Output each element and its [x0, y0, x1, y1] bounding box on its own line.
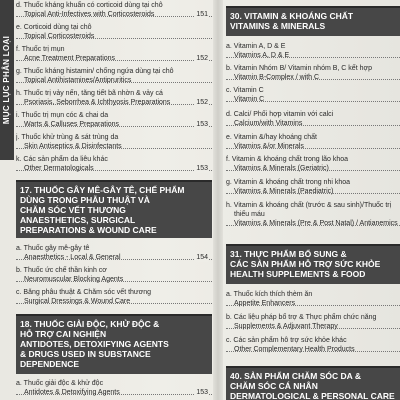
section-heading-31: 31. THỰC PHẨM BỔ SUNG & CÁC SẢN PHẨM HỖ TRỢ SỨC KHỎE HEALTH SUPPLEMENTS & FOOD [226, 244, 400, 284]
list-item: d. Calci/ Phối hợp vitamin với calci Calcium/with Vitamins [226, 110, 400, 128]
section-heading-30: 30. VITAMIN & KHOÁNG CHẤT VITAMINS & MINERALS [226, 6, 400, 36]
list-item: j. Thuốc khử trùng & sát trùng da Skin Antiseptics & Disinfectants [16, 133, 212, 151]
list-item: e. Corticoid dùng tại chỗ Topical Corticosteroids [16, 23, 212, 41]
left-column [16, 0, 212, 400]
section-heading-18: 18. THUỐC GIẢI ĐỘC, KHỬ ĐỘC & HỖ TRỢ CAI NGHIỆN ANTIDOTES, DETOXIFYING AGENTS & DRUGS USED IN SUBSTANCE DEPENDENCE [16, 314, 212, 374]
list-item: a. Vitamin A, D & E Vitamins A, D & E [226, 42, 400, 60]
right-column [226, 0, 400, 400]
list-item: i. Thuốc trị mụn cóc & chai da Warts & Calluses Preparations 153 [16, 111, 212, 129]
page-number: 153 [196, 389, 208, 396]
page-number: 152 [196, 99, 208, 106]
page-number: 151 [196, 11, 208, 18]
page-number: 153 [196, 165, 208, 172]
list-item: c. Băng phẫu thuật & Chăm sóc vết thương Surgical Dressings & Wound Care [16, 288, 212, 306]
list-item: b. Thuốc ức chế thần kinh cơ Neuromuscular Blocking Agents [16, 266, 212, 284]
side-index-tab [0, 0, 14, 160]
list-item: a. Thuốc kích thích thèm ăn Appetite Enhancers [226, 290, 400, 308]
page-number: 153 [196, 121, 208, 128]
list-item: f. Vitamin & khoáng chất trong lão khoa Vitamins & Minerals (Geriatric) [226, 155, 400, 173]
section-heading-17: 17. THUỐC GÂY MÊ-GÂY TÊ, CHẾ PHẨM DÙNG TRONG PHẪU THUẬT VÀ CHĂM SÓC VẾT THƯƠNG ANAESTHETICS, SURGICAL PREPARATIONS & WOUND CARE [16, 180, 212, 238]
list-item: h. Thuốc trị vảy nến, tăng tiết bã nhờn & vảy cá Psoriasis, Seborrhea & Ichthyosis Preparations 152 [16, 89, 212, 107]
list-item: f. Thuốc trị mụn Acne Treatment Preparations 152 [16, 45, 212, 63]
list-item: k. Các sản phẩm da liễu khác Other Dermatologicals 153 [16, 155, 212, 173]
list-item: a. Thuốc giải độc & khử độc Antidotes & Detoxifying Agents 153 [16, 379, 212, 397]
list-item: c. Các sản phẩm hỗ trợ sức khỏe khác Other Complementary Health Products [226, 336, 400, 354]
page-number: 154 [196, 254, 208, 261]
list-item: g. Vitamin & khoáng chất trong nhi khoa Vitamins & Minerals (Paediatric) [226, 178, 400, 196]
section-heading-40: 40. SẢN PHẨM CHĂM SÓC DA & CHĂM SÓC CÁ NHÂN DERMATOLOGICAL & PERSONAL CARE [226, 366, 400, 400]
list-item: b. Các liệu pháp bổ trợ & Thực phẩm chức năng Supplements & Adjuvant Therapy [226, 313, 400, 331]
list-item: b. Vitamin Nhóm B/ Vitamin nhóm B, C kết hợp Vitamin B-Complex / with C [226, 64, 400, 82]
list-item: g. Thuốc kháng histamin/ chống ngứa dùng tại chỗ Topical Antihistamines/Antipruritics [16, 67, 212, 85]
list-item: h. Vitamin & khoáng chất (trước & sau sinh)/Thuốc trị thiếu máu Vitamins & Minerals (Pre & Post Natal) / Antianemics [226, 201, 400, 228]
list-item: e. Vitamin &/hay khoáng chất Vitamins &/or Minerals [226, 133, 400, 151]
list-item: c. Vitamin C Vitamin C [226, 86, 400, 104]
list-item: d. Thuốc kháng khuẩn có corticoid dùng tại chỗ Topical Anti-Infectives with Corticosteroids 151 [16, 1, 212, 19]
page-gutter [213, 0, 223, 400]
list-item: a. Thuốc gây mê-gây tê Anaesthetics - Local & General 154 [16, 244, 212, 262]
page-number: 152 [196, 55, 208, 62]
side-index-tab-label: MỤC LỤC PHÂN LOẠI [2, 35, 11, 125]
